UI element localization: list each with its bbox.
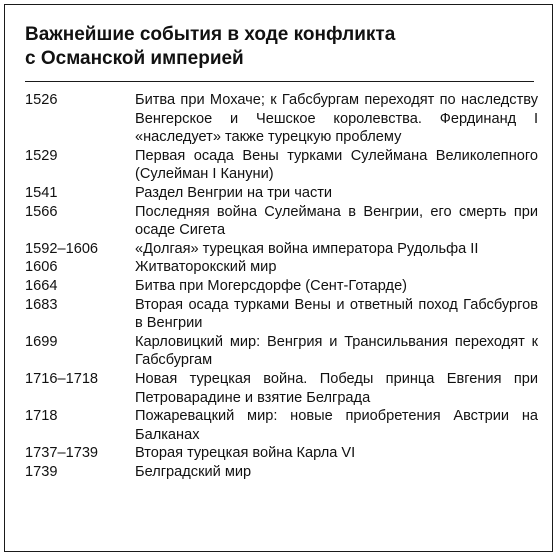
event-year: 1529 bbox=[25, 147, 58, 164]
event-description: Новая турецкая война. Победы принца Евгения при Петроварадине и взятие Белграда bbox=[135, 370, 538, 406]
event-row bbox=[25, 258, 538, 277]
event-description: «Долгая» турецкая война императора Рудольфа II bbox=[135, 240, 479, 257]
events-box bbox=[4, 4, 553, 552]
event-year: 1606 bbox=[25, 259, 58, 276]
event-description: Вторая осада турками Вены и ответный поход Габсбургов в Венгрии bbox=[135, 296, 538, 332]
event-row bbox=[25, 91, 538, 147]
event-year: 1739 bbox=[25, 463, 58, 480]
event-row bbox=[25, 444, 538, 463]
event-year: 1737–1739 bbox=[25, 445, 99, 462]
event-year: 1664 bbox=[25, 277, 58, 294]
event-description: Раздел Венгрии на три части bbox=[135, 184, 333, 201]
event-description: Битва при Мохаче; к Габсбургам переходят по наследству Венгерское и Чешское королевства. Фердинанд I «наследует» также турецкую проблему bbox=[135, 92, 538, 146]
event-description: Вторая турецкая война Карла VI bbox=[135, 445, 356, 462]
event-description: Последняя война Сулеймана в Венгрии, его смерть при осаде Сигета bbox=[135, 203, 538, 239]
event-year: 1718 bbox=[25, 408, 58, 425]
event-year: 1716–1718 bbox=[25, 370, 99, 387]
event-row bbox=[25, 277, 538, 296]
title-line-2: с Османской империей bbox=[25, 48, 244, 69]
event-description: Карловицкий мир: Венгрия и Трансильвания переходят к Габсбургам bbox=[135, 333, 538, 369]
event-row bbox=[25, 407, 538, 444]
event-row bbox=[25, 203, 538, 240]
event-year: 1566 bbox=[25, 203, 58, 220]
title-divider bbox=[25, 81, 534, 82]
event-row bbox=[25, 147, 538, 184]
event-row bbox=[25, 333, 538, 370]
event-year: 1526 bbox=[25, 92, 58, 108]
event-row bbox=[25, 370, 538, 407]
event-row bbox=[25, 240, 538, 259]
title-line-1: Важнейшие события в ходе конфликта bbox=[25, 24, 396, 45]
event-description: Первая осада Вены турками Сулеймана Великолепного (Сулейман I Кануни) bbox=[135, 147, 538, 183]
event-row bbox=[25, 463, 538, 482]
event-year: 1592–1606 bbox=[25, 240, 99, 257]
event-description: Белградский мир bbox=[135, 463, 252, 480]
event-row bbox=[25, 184, 538, 203]
event-year: 1541 bbox=[25, 184, 58, 201]
event-year: 1699 bbox=[25, 333, 58, 350]
event-description: Битва при Могерсдорфе (Сент-Готарде) bbox=[135, 277, 408, 294]
events-list bbox=[25, 91, 538, 481]
event-row bbox=[25, 296, 538, 333]
box-title bbox=[25, 23, 535, 71]
event-description: Житваторокский мир bbox=[135, 259, 277, 276]
event-description: Пожаревацкий мир: новые приобретения Австрии на Балканах bbox=[135, 408, 538, 443]
event-year: 1683 bbox=[25, 296, 58, 313]
